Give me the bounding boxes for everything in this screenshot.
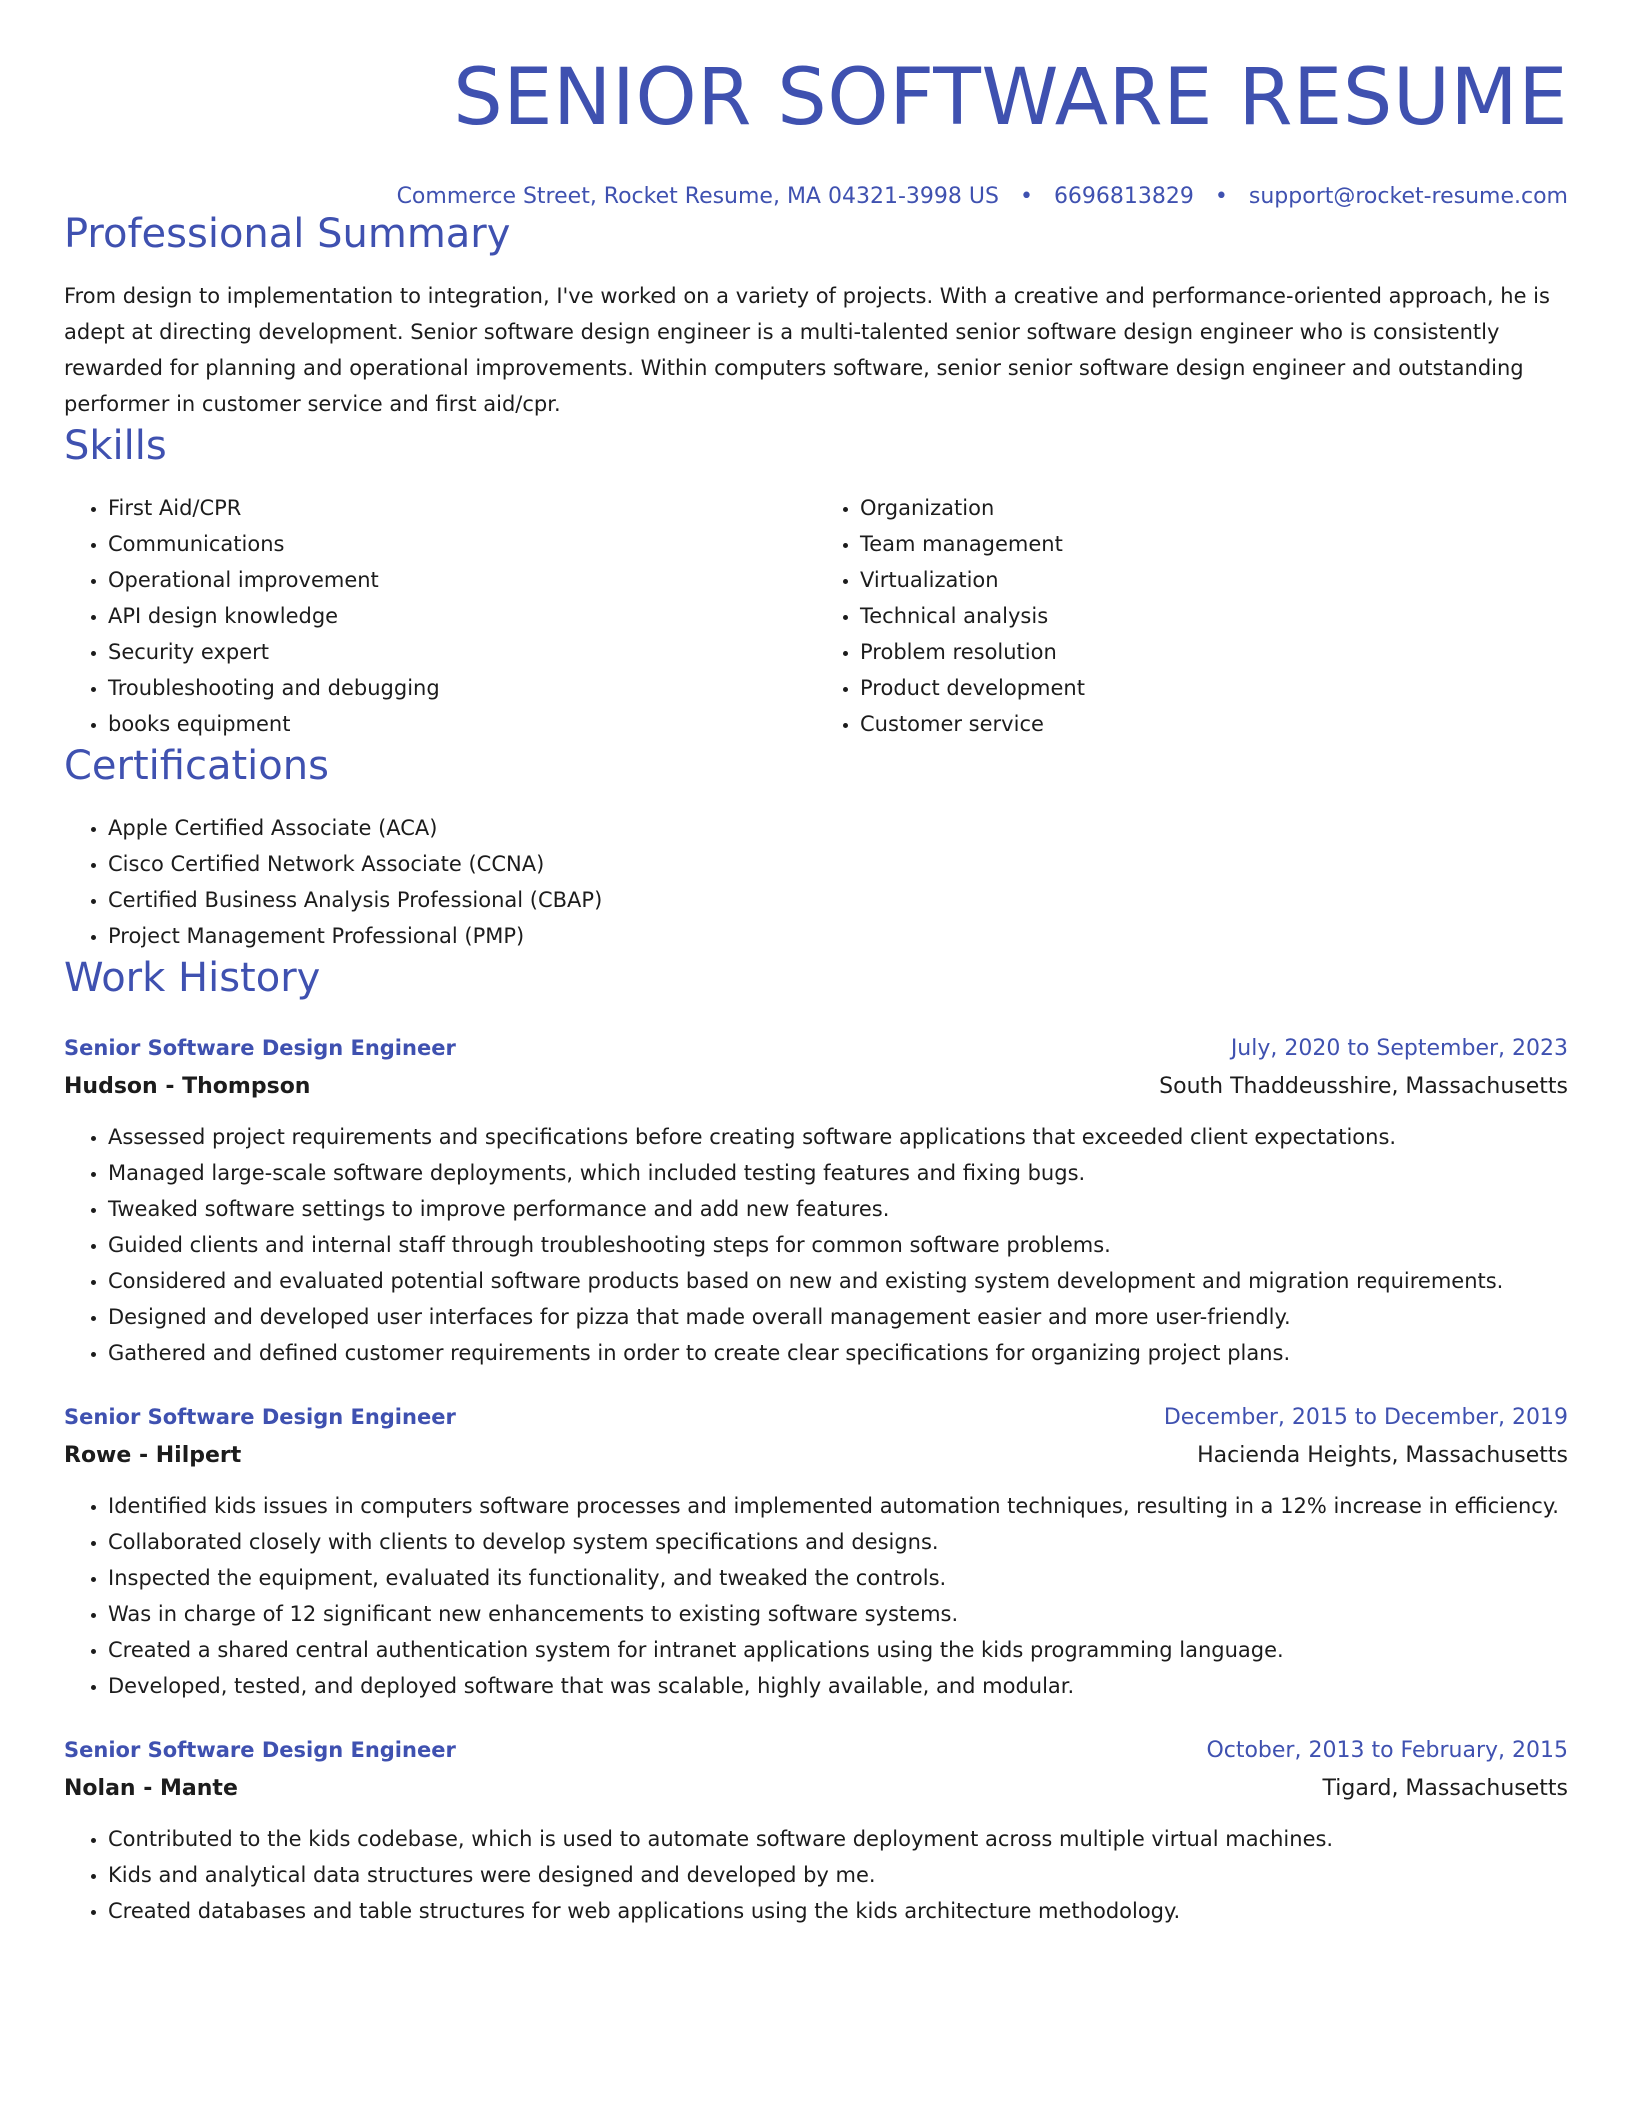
job-entry: [64, 1399, 1568, 1704]
job-company: Rowe - Hilpert: [64, 1442, 242, 1468]
certification-item: • Project Management Professional (PMP): [108, 918, 1568, 954]
job-bullet: • Identified kids issues in computers software processes and implemented automation techniques, resulting in a 12% increase in efficiency.: [108, 1488, 1568, 1524]
skills-list-right: [816, 490, 1568, 742]
job-bullet: • Kids and analytical data structures were designed and developed by me.: [108, 1857, 1568, 1893]
contact-separator: •: [1019, 183, 1033, 209]
certification-item: • Cisco Certified Network Associate (CCNA): [108, 846, 1568, 882]
skill-item: • Customer service: [860, 706, 1568, 742]
skills-list-left: [64, 490, 816, 742]
job-bullet: • Assessed project requirements and specifications before creating software applications that exceeded client expectations.: [108, 1119, 1568, 1155]
skill-item: • Troubleshooting and debugging: [108, 670, 816, 706]
job-bullet: • Developed, tested, and deployed software that was scalable, highly available, and modular.: [108, 1668, 1568, 1704]
skill-item: • Security expert: [108, 634, 816, 670]
skill-item: • Product development: [860, 670, 1568, 706]
job-location: Hacienda Heights, Massachusetts: [1197, 1442, 1568, 1468]
job-bullets: [64, 1488, 1568, 1704]
contact-line: [64, 184, 1568, 210]
job-bullets: [64, 1119, 1568, 1371]
skills-heading: Skills: [64, 422, 167, 469]
job-bullets: [64, 1821, 1568, 1929]
job-company: Nolan - Mante: [64, 1775, 238, 1801]
job-dates: July, 2020 to September, 2023: [1230, 1035, 1568, 1061]
job-location: Tigard, Massachusetts: [1322, 1775, 1568, 1801]
job-bullet: • Gathered and defined customer requirements in order to create clear specifications for organizing project plans.: [108, 1335, 1568, 1371]
job-company: Hudson - Thompson: [64, 1073, 311, 1099]
contact-address: Commerce Street, Rocket Resume, MA 04321-3998 US: [396, 183, 999, 209]
job-title: Senior Software Design Engineer: [64, 1404, 456, 1429]
job-bullet: • Contributed to the kids codebase, which is used to automate software deployment across multiple virtual machines.: [108, 1821, 1568, 1857]
skill-item: • Virtualization: [860, 562, 1568, 598]
job-title: Senior Software Design Engineer: [64, 1035, 456, 1060]
skill-item: • API design knowledge: [108, 598, 816, 634]
job-title: Senior Software Design Engineer: [64, 1737, 456, 1762]
job-bullet: • Considered and evaluated potential software products based on new and existing system development and migration requirements.: [108, 1263, 1568, 1299]
resume-name: SENIOR SOFTWARE RESUME: [453, 53, 1568, 143]
skill-item: • Operational improvement: [108, 562, 816, 598]
skill-item: • Organization: [860, 490, 1568, 526]
certifications-list: [64, 810, 1568, 954]
job-entry: [64, 1732, 1568, 1929]
job-bullet: • Guided clients and internal staff through troubleshooting steps for common software problems.: [108, 1227, 1568, 1263]
certification-item: • Apple Certified Associate (ACA): [108, 810, 1568, 846]
contact-email: support@rocket-resume.com: [1248, 183, 1568, 209]
skill-item: • First Aid/CPR: [108, 490, 816, 526]
job-company-row: [64, 1769, 1568, 1809]
job-bullet: • Inspected the equipment, evaluated its functionality, and tweaked the controls.: [108, 1560, 1568, 1596]
skill-item: • Communications: [108, 526, 816, 562]
job-bullet: • Was in charge of 12 significant new enhancements to existing software systems.: [108, 1596, 1568, 1632]
job-company-row: [64, 1436, 1568, 1476]
summary-text: From design to implementation to integration, I've worked on a variety of projects. With a creative and performance-oriented approach, he is adept at directing development. Senior software design engineer is a multi-talented senior software design engineer who is consistently rewarded for planning and operational improvements. Within computers software, senior senior software design engineer and outstanding performer in customer service and first aid/cpr.: [64, 283, 1550, 416]
skill-item: • Team management: [860, 526, 1568, 562]
job-location: South Thaddeusshire, Massachusetts: [1159, 1073, 1568, 1099]
job-company-row: [64, 1067, 1568, 1107]
skill-item: • Technical analysis: [860, 598, 1568, 634]
job-bullet: • Created databases and table structures for web applications using the kids architecture methodology.: [108, 1893, 1568, 1929]
contact-separator: •: [1214, 183, 1228, 209]
skills-columns: [64, 490, 1568, 742]
job-title-row: [64, 1732, 1568, 1769]
skill-item: • books equipment: [108, 706, 816, 742]
summary-heading: Professional Summary: [64, 210, 511, 257]
skill-item: • Problem resolution: [860, 634, 1568, 670]
job-bullet: • Collaborated closely with clients to develop system specifications and designs.: [108, 1524, 1568, 1560]
job-title-row: [64, 1399, 1568, 1436]
work-history-heading: Work History: [64, 954, 321, 1001]
certifications-heading: Certifications: [64, 742, 329, 789]
job-bullet: • Created a shared central authentication system for intranet applications using the kids programming language.: [108, 1632, 1568, 1668]
job-entry: [64, 1030, 1568, 1371]
job-dates: October, 2013 to February, 2015: [1206, 1737, 1568, 1763]
job-dates: December, 2015 to December, 2019: [1163, 1404, 1568, 1430]
certification-item: • Certified Business Analysis Professional (CBAP): [108, 882, 1568, 918]
job-bullet: • Managed large-scale software deployments, which included testing features and fixing bugs.: [108, 1155, 1568, 1191]
job-bullet: • Tweaked software settings to improve performance and add new features.: [108, 1191, 1568, 1227]
job-bullet: • Designed and developed user interfaces for pizza that made overall management easier and more user-friendly.: [108, 1299, 1568, 1335]
contact-phone: 6696813829: [1053, 183, 1194, 209]
job-title-row: [64, 1030, 1568, 1067]
